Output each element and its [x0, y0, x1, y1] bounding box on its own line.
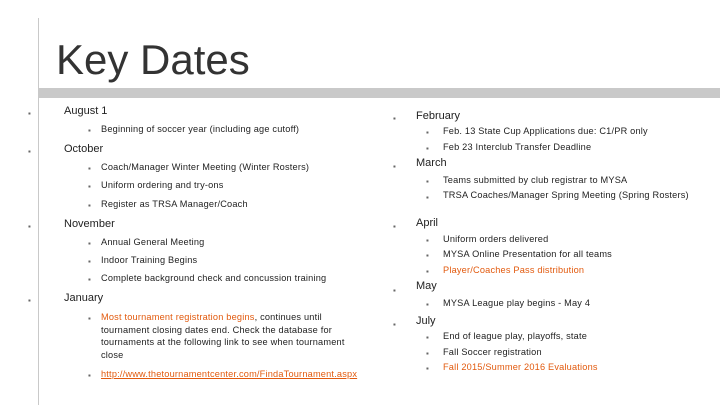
month-october: October [64, 143, 104, 155]
sub-bullet-icon: ▪ [88, 314, 91, 323]
list-item: Uniform ordering and try-ons [101, 180, 224, 190]
list-item: Beginning of soccer year (including age cutoff) [101, 124, 300, 134]
list-item: Uniform orders delivered [443, 234, 549, 244]
month-november: November [64, 218, 115, 230]
bullet-icon: ▪ [393, 320, 396, 329]
bullet-icon: ▪ [393, 162, 396, 171]
bullet-icon: ▪ [28, 222, 31, 231]
sub-bullet-icon: ▪ [426, 333, 429, 342]
sub-bullet-icon: ▪ [88, 239, 91, 248]
list-item: Fall 2015/Summer 2016 Evaluations [443, 362, 598, 372]
sub-bullet-icon: ▪ [88, 164, 91, 173]
sub-bullet-icon: ▪ [88, 275, 91, 284]
list-item: MYSA Online Presentation for all teams [443, 249, 612, 259]
bullet-icon: ▪ [28, 296, 31, 305]
list-item: Feb. 13 State Cup Applications due: C1/PR only [443, 126, 648, 136]
sub-bullet-icon: ▪ [88, 126, 91, 135]
sub-bullet-icon: ▪ [426, 193, 429, 202]
sub-bullet-icon: ▪ [88, 371, 91, 380]
list-item: Annual General Meeting [101, 237, 205, 247]
sub-bullet-icon: ▪ [426, 349, 429, 358]
bullet-icon: ▪ [28, 147, 31, 156]
list-item: Register as TRSA Manager/Coach [101, 199, 248, 209]
body-text: , continues until tournament closing dates end. Check the database for tournaments at the following link to see when tournament close [101, 312, 345, 361]
tournament-link-text[interactable]: http://www.thetournamentcenter.com/FindaTournament.aspx [101, 369, 358, 379]
list-item: Complete background check and concussion training [101, 273, 327, 283]
sub-bullet-icon: ▪ [426, 251, 429, 260]
month-april: April [416, 217, 439, 229]
sub-bullet-icon: ▪ [88, 201, 91, 210]
month-march: March [416, 157, 447, 169]
sub-bullet-icon: ▪ [426, 300, 429, 309]
month-july: July [416, 315, 436, 327]
month-february: February [416, 110, 461, 122]
list-item: Coach/Manager Winter Meeting (Winter Rosters) [101, 162, 310, 172]
sub-bullet-icon: ▪ [426, 144, 429, 153]
tournament-link[interactable] [101, 368, 363, 381]
list-item: Fall Soccer registration [443, 347, 542, 357]
sub-bullet-icon: ▪ [426, 267, 429, 276]
month-may: May [416, 280, 437, 292]
bullet-icon: ▪ [28, 109, 31, 118]
sub-bullet-icon: ▪ [426, 364, 429, 373]
month-august: August 1 [64, 105, 108, 117]
bullet-icon: ▪ [393, 222, 396, 231]
list-item: Indoor Training Begins [101, 255, 198, 265]
sub-bullet-icon: ▪ [426, 177, 429, 186]
list-item: Feb 23 Interclub Transfer Deadline [443, 142, 592, 152]
highlight-text: Most tournament registration begins [101, 312, 255, 322]
title-underline-bar [38, 88, 720, 98]
bullet-icon: ▪ [393, 286, 396, 295]
month-january: January [64, 292, 104, 304]
list-item: End of league play, playoffs, state [443, 331, 588, 341]
left-accent-rule [38, 18, 39, 405]
sub-bullet-icon: ▪ [426, 236, 429, 245]
sub-bullet-icon: ▪ [88, 257, 91, 266]
list-item: TRSA Coaches/Manager Spring Meeting (Spring Rosters) [443, 190, 689, 200]
list-item: Player/Coaches Pass distribution [443, 265, 585, 275]
list-item: MYSA League play begins - May 4 [443, 298, 591, 308]
list-item: Teams submitted by club registrar to MYSA [443, 175, 628, 185]
sub-bullet-icon: ▪ [88, 182, 91, 191]
bullet-icon: ▪ [393, 114, 396, 123]
sub-bullet-icon: ▪ [426, 128, 429, 137]
slide-title: Key Dates [56, 36, 250, 83]
list-item [101, 311, 361, 362]
